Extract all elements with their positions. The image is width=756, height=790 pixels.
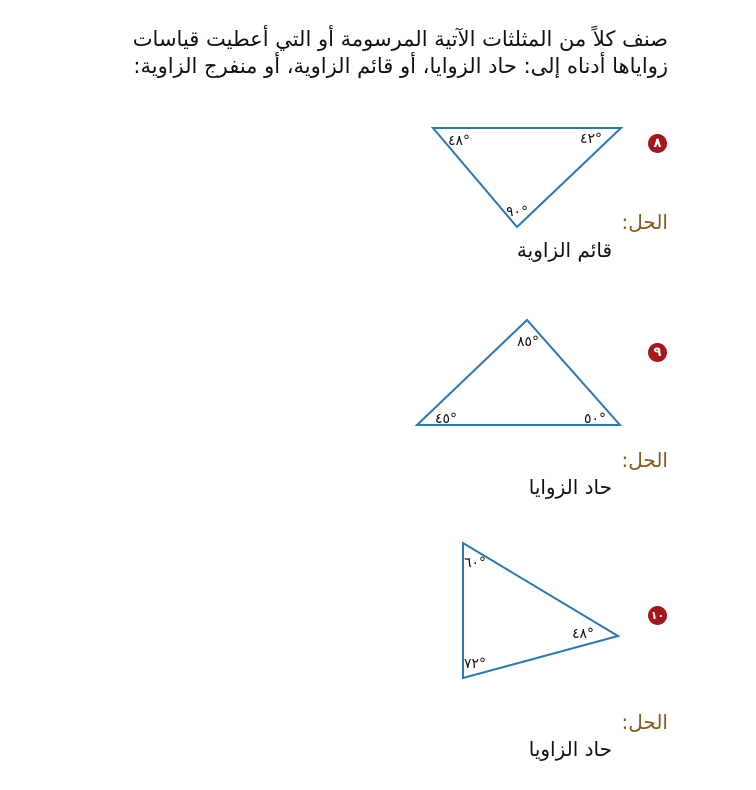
angle-8-c: ٩٠° [506, 204, 529, 220]
angle-9-right: ٥٠° [584, 411, 607, 427]
angle-10-right: ٤٨° [572, 626, 595, 642]
angle-8-a: ٤٨° [448, 133, 471, 149]
angle-9-left: ٤٥° [435, 411, 458, 427]
angle-8-b: ٤٢° [580, 131, 603, 147]
angle-10-top: ٦٠° [464, 555, 487, 571]
solution-label-9: الحل: [621, 448, 668, 472]
triangle-10 [463, 543, 618, 678]
solution-8: قائم الزاوية [516, 238, 612, 262]
instructions-line-1: صنف كلاً من المثلثات الآتية المرسومة أو التي أعطيت قياسات [132, 27, 668, 51]
problem-number-9: ٩ [648, 343, 667, 362]
solution-10: حاد الزاويا [528, 737, 612, 761]
solution-9: حاد الزوايا [528, 475, 612, 499]
angle-10-bottom: ٧٢° [464, 656, 487, 672]
problem-number-8: ٨ [648, 134, 667, 153]
problem-number-10: ١٠ [648, 606, 667, 625]
solution-label-10: الحل: [621, 710, 668, 734]
instructions-line-2: زواياها أدناه إلى: حاد الزوايا، أو قائم الزاوية، أو منفرج الزاوية: [133, 54, 668, 78]
solution-label-8: الحل: [621, 210, 668, 234]
angle-9-top: ٨٥° [517, 334, 540, 350]
